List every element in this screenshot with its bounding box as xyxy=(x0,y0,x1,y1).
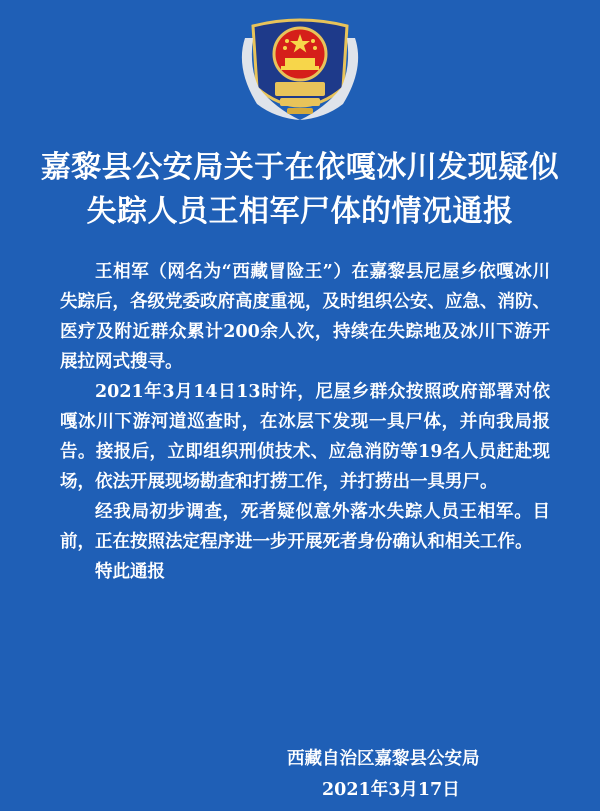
page-title-line-1: 嘉黎县公安局关于在依嘎冰川发现疑似 xyxy=(40,150,560,185)
paragraph-4: 特此通报 xyxy=(95,562,165,582)
paragraph-3: 经我局初步调查，死者疑似意外落水失踪人员王相军。目前，正在按照法定程序进一步开展死者身份确认和相关工作。 xyxy=(60,502,550,552)
signature-date: 2021年3月17日 xyxy=(322,780,460,800)
notice-body xyxy=(60,257,550,587)
paragraph-2: 2021年3月14日13时许，尼屋乡群众按照政府部署对依嘎冰川下游河道巡查时，在冰层下发现一具尸体，并向我局报告。接报后，立即组织刑侦技术、应急消防等19名人员赶赴现场，依法开展现场勘查和打捞工作，并打捞出一具男尸。 xyxy=(60,382,550,492)
paragraph-1: 王相军（网名为“西藏冒险王”）在嘉黎县尼屋乡依嘎冰川失踪后，各级党委政府高度重视，及时组织公安、应急、消防、医疗及附近群众累计200余人次，持续在失踪地及冰川下游开展拉网式搜寻。 xyxy=(60,262,550,372)
signature-org: 西藏自治区嘉黎县公安局 xyxy=(287,749,480,769)
police-emblem-icon xyxy=(235,8,365,128)
page-title-line-2: 失踪人员王相军尸体的情况通报 xyxy=(86,194,514,229)
